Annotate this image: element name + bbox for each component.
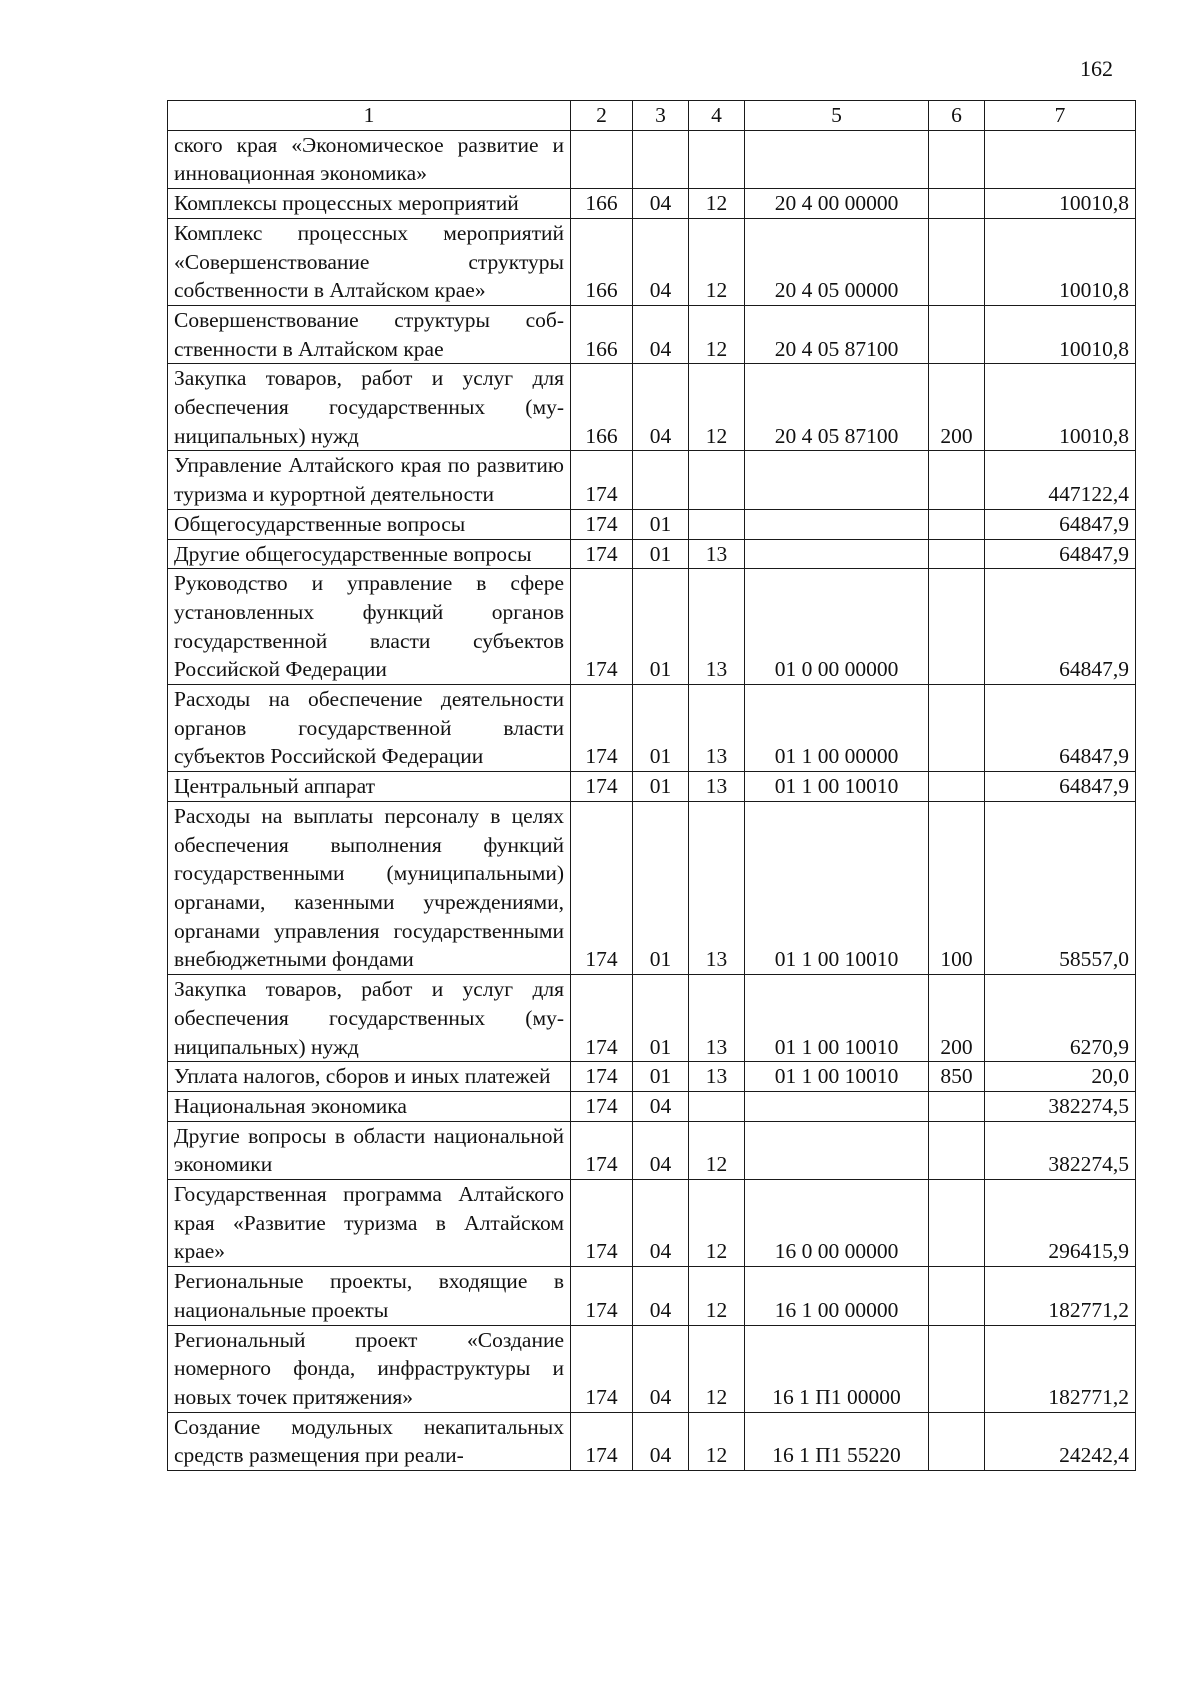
subsection-code-cell: 13 [689,975,745,1062]
subsection-code-cell [689,509,745,539]
department-code-cell: 166 [571,218,633,305]
target-article-code-cell: 01 1 00 10010 [745,772,929,802]
department-code-cell: 166 [571,305,633,363]
table-row [168,1091,1136,1121]
target-article-code-cell: 20 4 00 00000 [745,189,929,219]
expense-type-code-cell [929,772,985,802]
expense-type-code-cell: 850 [929,1062,985,1092]
section-code-cell: 04 [633,1325,689,1412]
department-code-cell: 174 [571,772,633,802]
department-code-cell: 174 [571,1267,633,1325]
amount-cell: 447122,4 [985,451,1136,509]
target-article-code-cell: 01 0 00 00000 [745,569,929,685]
expense-type-code-cell [929,130,985,188]
target-article-code-cell: 01 1 00 10010 [745,801,929,974]
expense-type-code-cell [929,569,985,685]
expense-name-cell: Управление Алтайского края по развитию туризма и курортной деятельности [168,451,571,509]
expense-name-cell: Региональный проект «Создание номерного фонда, инфраструктуры и новых точек притяжения» [168,1325,571,1412]
target-article-code-cell: 20 4 05 87100 [745,364,929,451]
subsection-code-cell: 12 [689,1325,745,1412]
department-code-cell: 174 [571,1062,633,1092]
subsection-code-cell: 12 [689,1267,745,1325]
target-article-code-cell: 16 0 00 00000 [745,1180,929,1267]
subsection-code-cell: 13 [689,685,745,772]
section-code-cell: 01 [633,975,689,1062]
section-code-cell: 01 [633,772,689,802]
section-code-cell: 04 [633,189,689,219]
department-code-cell: 166 [571,189,633,219]
section-code-cell: 04 [633,305,689,363]
expense-name-cell: Региональные проекты, входящие в национальные проекты [168,1267,571,1325]
section-code-cell: 01 [633,509,689,539]
subsection-code-cell: 13 [689,569,745,685]
section-code-cell: 01 [633,569,689,685]
expense-type-code-cell [929,1267,985,1325]
subsection-code-cell [689,1091,745,1121]
target-article-code-cell [745,1091,929,1121]
section-code-cell: 01 [633,539,689,569]
table-row [168,1412,1136,1470]
subsection-code-cell: 12 [689,1412,745,1470]
column-header: 5 [745,101,929,131]
department-code-cell: 174 [571,801,633,974]
amount-cell: 24242,4 [985,1412,1136,1470]
department-code-cell: 174 [571,509,633,539]
column-header: 1 [168,101,571,131]
target-article-code-cell: 01 1 00 10010 [745,975,929,1062]
section-code-cell: 01 [633,1062,689,1092]
expense-name-cell: Расходы на выплаты персоналу в целях обеспечения выполнения функций государственными (муниципальными) органами, казенными учреждениями, органами управления государственными внебюджетными фондами [168,801,571,974]
expense-name-cell: Создание модульных некапитальных средств размещения при реали- [168,1412,571,1470]
amount-cell [985,130,1136,188]
target-article-code-cell [745,539,929,569]
table-row [168,569,1136,685]
table-row [168,685,1136,772]
table-row [168,975,1136,1062]
table-row [168,189,1136,219]
table-row [168,1180,1136,1267]
expense-name-cell: Комплексы процессных мероприятий [168,189,571,219]
column-header: 7 [985,101,1136,131]
target-article-code-cell: 01 1 00 00000 [745,685,929,772]
table-row [168,130,1136,188]
expense-name-cell: Общегосударственные вопросы [168,509,571,539]
table-row [168,539,1136,569]
section-code-cell: 04 [633,218,689,305]
expense-type-code-cell [929,189,985,219]
subsection-code-cell: 12 [689,364,745,451]
target-article-code-cell [745,1121,929,1179]
department-code-cell: 174 [571,1180,633,1267]
expense-name-cell: Закупка товаров, работ и услуг для обеспечения государственных (муниципальных) нужд [168,364,571,451]
amount-cell: 64847,9 [985,509,1136,539]
table-row [168,1325,1136,1412]
subsection-code-cell: 12 [689,305,745,363]
amount-cell: 64847,9 [985,772,1136,802]
amount-cell: 58557,0 [985,801,1136,974]
target-article-code-cell [745,509,929,539]
section-code-cell [633,130,689,188]
section-code-cell: 01 [633,685,689,772]
subsection-code-cell: 12 [689,189,745,219]
table-header-row [168,101,1136,131]
amount-cell: 382274,5 [985,1091,1136,1121]
column-header: 2 [571,101,633,131]
expense-type-code-cell [929,1412,985,1470]
department-code-cell: 174 [571,569,633,685]
table-row [168,801,1136,974]
amount-cell: 6270,9 [985,975,1136,1062]
column-header: 6 [929,101,985,131]
table-row [168,218,1136,305]
target-article-code-cell: 16 1 П1 00000 [745,1325,929,1412]
expense-type-code-cell [929,1180,985,1267]
amount-cell: 10010,8 [985,218,1136,305]
department-code-cell: 174 [571,539,633,569]
department-code-cell: 174 [571,451,633,509]
amount-cell: 182771,2 [985,1267,1136,1325]
expense-name-cell: Национальная экономика [168,1091,571,1121]
subsection-code-cell: 13 [689,1062,745,1092]
expense-type-code-cell [929,1121,985,1179]
expense-name-cell: Комплекс процессных мероприятий «Совершенствование структуры собственности в Алтайском крае» [168,218,571,305]
subsection-code-cell [689,451,745,509]
target-article-code-cell [745,130,929,188]
amount-cell: 64847,9 [985,569,1136,685]
table-row [168,1121,1136,1179]
subsection-code-cell: 13 [689,801,745,974]
amount-cell: 10010,8 [985,189,1136,219]
expense-name-cell: Другие вопросы в области национальной экономики [168,1121,571,1179]
target-article-code-cell: 16 1 П1 55220 [745,1412,929,1470]
department-code-cell: 174 [571,1412,633,1470]
amount-cell: 64847,9 [985,685,1136,772]
subsection-code-cell: 13 [689,539,745,569]
department-code-cell: 174 [571,685,633,772]
table-row [168,772,1136,802]
expense-type-code-cell [929,685,985,772]
amount-cell: 10010,8 [985,305,1136,363]
amount-cell: 20,0 [985,1062,1136,1092]
subsection-code-cell: 12 [689,218,745,305]
table-row [168,509,1136,539]
expense-type-code-cell [929,1325,985,1412]
subsection-code-cell: 13 [689,772,745,802]
section-code-cell: 04 [633,364,689,451]
amount-cell: 296415,9 [985,1180,1136,1267]
expense-type-code-cell [929,539,985,569]
department-code-cell: 174 [571,1325,633,1412]
column-header: 4 [689,101,745,131]
section-code-cell: 04 [633,1180,689,1267]
amount-cell: 10010,8 [985,364,1136,451]
page-number: 162 [1080,56,1113,81]
subsection-code-cell: 12 [689,1180,745,1267]
budget-table [167,100,1136,1471]
section-code-cell: 04 [633,1091,689,1121]
table-row [168,451,1136,509]
expense-type-code-cell: 100 [929,801,985,974]
expense-type-code-cell: 200 [929,364,985,451]
amount-cell: 382274,5 [985,1121,1136,1179]
expense-type-code-cell: 200 [929,975,985,1062]
expense-name-cell: Другие общегосударственные вопросы [168,539,571,569]
amount-cell: 182771,2 [985,1325,1136,1412]
table-row [168,1267,1136,1325]
table-body [168,130,1136,1470]
amount-cell: 64847,9 [985,539,1136,569]
department-code-cell: 166 [571,364,633,451]
expense-name-cell: Государственная программа Алтайского края «Развитие туризма в Алтайском крае» [168,1180,571,1267]
expense-type-code-cell [929,1091,985,1121]
section-code-cell: 04 [633,1267,689,1325]
expense-name-cell: Руководство и управление в сфере установленных функций органов государственной власти субъектов Российской Федерации [168,569,571,685]
expense-name-cell: Центральный аппарат [168,772,571,802]
target-article-code-cell: 16 1 00 00000 [745,1267,929,1325]
department-code-cell: 174 [571,975,633,1062]
column-header: 3 [633,101,689,131]
table-row [168,305,1136,363]
table-row [168,364,1136,451]
section-code-cell: 01 [633,801,689,974]
section-code-cell [633,451,689,509]
target-article-code-cell [745,451,929,509]
expense-name-cell: Уплата налогов, сборов и иных платежей [168,1062,571,1092]
expense-type-code-cell [929,509,985,539]
expense-name-cell: Закупка товаров, работ и услуг для обеспечения государственных (муниципальных) нужд [168,975,571,1062]
department-code-cell [571,130,633,188]
expense-name-cell: ского края «Экономическое развитие и инновационная экономика» [168,130,571,188]
subsection-code-cell [689,130,745,188]
department-code-cell: 174 [571,1121,633,1179]
expense-type-code-cell [929,218,985,305]
subsection-code-cell: 12 [689,1121,745,1179]
section-code-cell: 04 [633,1121,689,1179]
department-code-cell: 174 [571,1091,633,1121]
section-code-cell: 04 [633,1412,689,1470]
target-article-code-cell: 20 4 05 87100 [745,305,929,363]
expense-type-code-cell [929,451,985,509]
target-article-code-cell: 20 4 05 00000 [745,218,929,305]
target-article-code-cell: 01 1 00 10010 [745,1062,929,1092]
table-row [168,1062,1136,1092]
expense-name-cell: Совершенствование структуры собственности в Алтайском крае [168,305,571,363]
expense-name-cell: Расходы на обеспечение деятельности органов государственной власти субъектов Российской Федерации [168,685,571,772]
expense-type-code-cell [929,305,985,363]
